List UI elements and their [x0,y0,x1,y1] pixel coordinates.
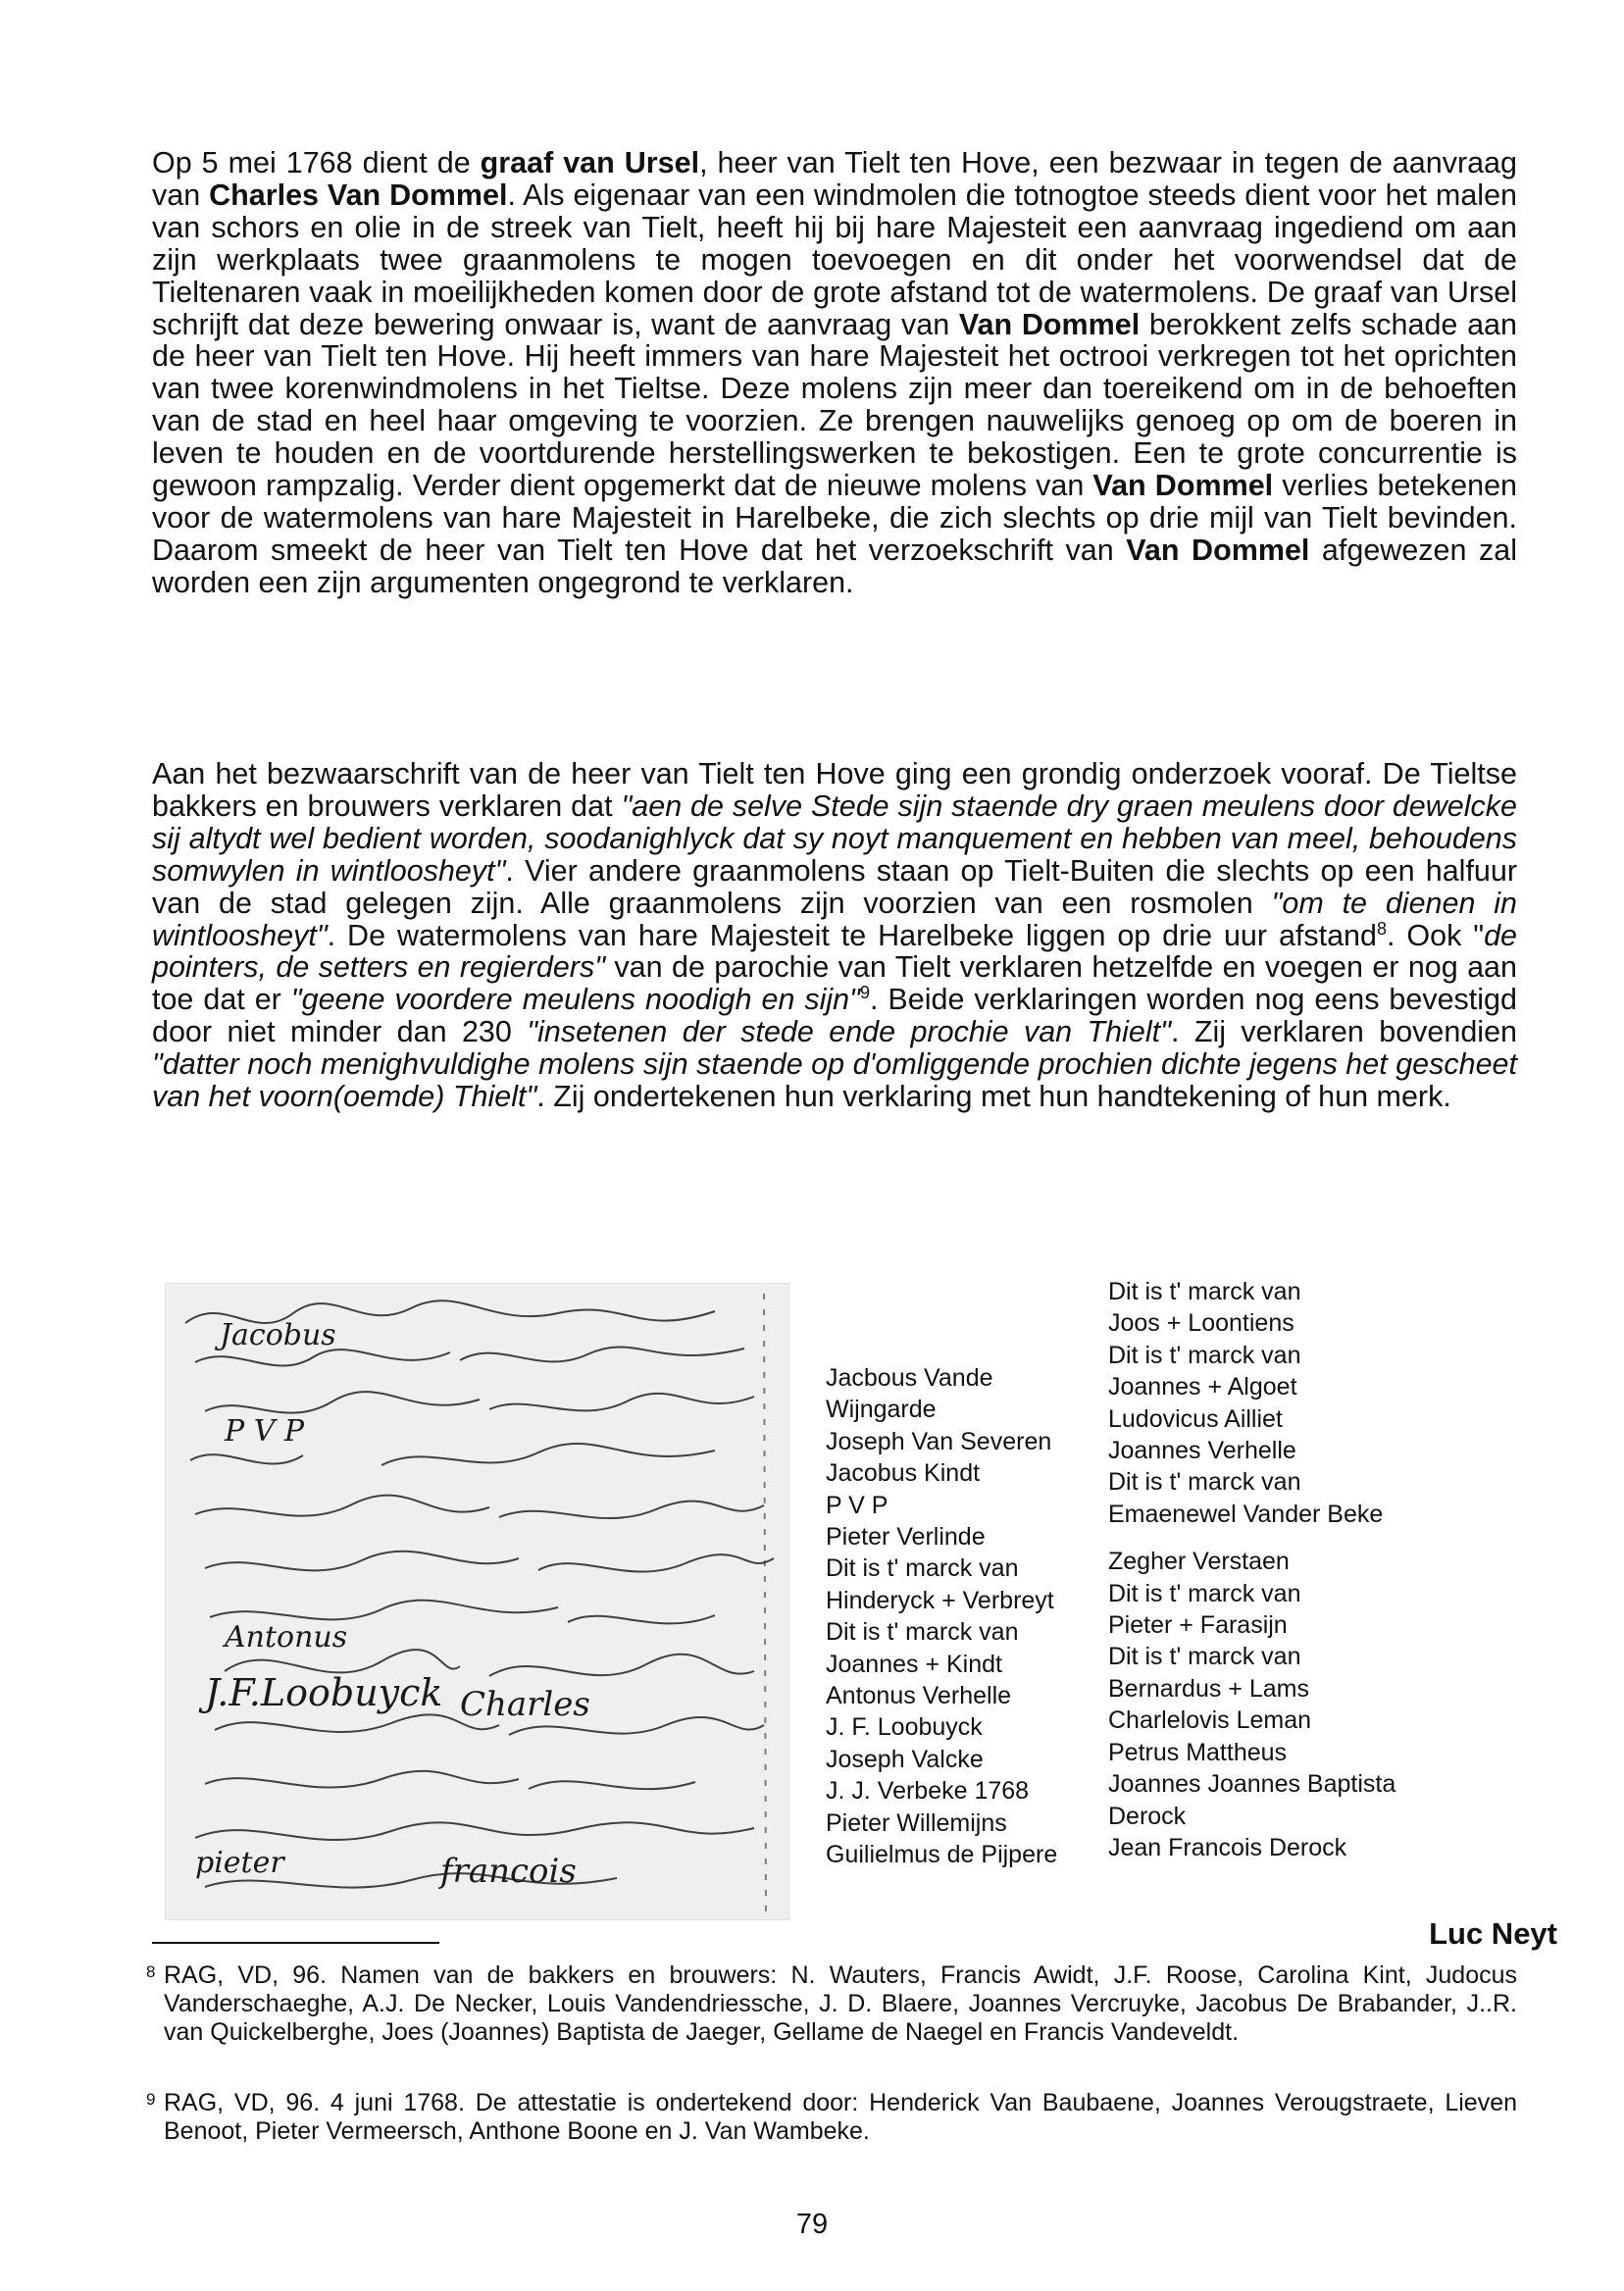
signatory-line: Jacbous Vande [826,1364,993,1392]
text-span: verlies betekenen voor de watermolens van hare Majesteit in Harelbeke, die zich slechts op drie mijl van Tielt bevinden. Daarom smeekt de heer van Tielt ten Hove dat het verzoekschrift van [152,469,1518,567]
signatory-line: Dit is t' marck van [1108,1278,1301,1305]
quote: "aen de selve Stede sijn staende dry graen meulens door dewelcke sij altydt wel bedient worden, soodanighlyck dat sy noyt manquement en hebben van meel, behoudens somwylen in wintloosheyt" [152,789,1517,888]
text-span: afgewezen zal worden een zijn argumenten ongegrond te verklaren. [152,533,1517,599]
handwriting-picture [166,1284,788,1919]
footnote-divider [152,1942,439,1944]
signatory-line: Dit is t' marck van [1108,1341,1301,1369]
bold-name: Van Dommel [1126,533,1310,567]
signatory-line: Joannes + Algoet [1108,1373,1297,1401]
footnote-number: 9 [146,2090,156,2109]
list-spacer [1108,1530,1520,1546]
handwritten-mark: Jacobus [220,1318,336,1352]
signatory-line: Wijngarde [826,1396,937,1424]
signatories-list-right [1108,1276,1520,1863]
signatory-line: Joannes Joannes Baptista [1108,1770,1396,1799]
bold-name: Van Dommel [1092,469,1274,503]
signatories-list-left [826,1362,1110,1871]
signatures-scan-image [165,1283,789,1920]
text-span: . Zij verklaren bovendien [1170,1015,1518,1049]
signatory-line: Antonus Verhelle [826,1682,1012,1710]
quote: "datter noch menighvuldighe molens sijn staende op d'omliggende prochien dichte jegens het gescheet van het voorn(oemde) Thielt" [152,1047,1517,1114]
signatory-line: Pieter Verlinde [826,1523,986,1552]
text-span: . Als eigenaar van een windmolen die totnogtoe steeds dient voor het malen van schors en olie in de streek van Tielt, heeft hij bij hare Majesteit een aanvraag ingediend om aan zijn werkplaats twee graanmolens te mogen toevoegen en dit onder het voorwendsel dat de Tieltenaren vaak in moeilijkheden komen door de grote afstand tot de watermolens. De graaf van Ursel schrijft dat deze bewering onwaar is, want de aanvraag van [152,178,1517,341]
signatory-line: Zegher Verstaen [1108,1548,1290,1576]
signatory-line: J. F. Loobuyck [826,1713,983,1742]
quote: "om te dienen in wintloosheyt" [152,886,1517,952]
footnote-text: RAG, VD, 96. 4 juni 1768. De attestatie is ondertekend door: Henderick Van Baubaene, Joannes Verougstraete, Lieven Benoot, Pieter Vermeersch, Anthone Boone en J. Van Wambeke. [164,2089,1517,2145]
text-span: . De watermolens van hare Majesteit te Harelbeke liggen op drie uur afstand [327,918,1377,952]
signatory-line: Emaenewel Vander Beke [1108,1500,1384,1528]
bold-name: graaf van Ursel [480,146,700,179]
signatory-line: Joannes Verhelle [1108,1437,1296,1465]
signatory-line: Joannes + Kindt [826,1650,1002,1678]
footnote-ref-8[interactable]: 8 [1377,918,1388,939]
signatory-line: Dit is t' marck van [1108,1468,1301,1497]
quote: de pointers, de setters en regierders" [152,918,1518,985]
text-span: . Vier andere graanmolens staan op Tielt-Buiten die slechts op een halfuur van de stad gelegen zijn. Alle graanmolens zijn voorzien van een rosmolen [152,853,1517,920]
author-name: Luc Neyt [1429,1916,1557,1951]
signatory-line: Guilielmus de Pijpere [826,1841,1058,1869]
paragraph-2 [152,758,1517,1113]
handwritten-mark: Charles [460,1685,590,1724]
signatory-line: Joos + Loontiens [1108,1309,1294,1338]
handwritten-mark: francois [440,1852,577,1891]
text-span: . Ook " [1387,918,1485,952]
text-span: , heer van Tielt ten Hove, een bezwaar in tegen de aanvraag van [152,146,1517,212]
signatory-line: Derock [1108,1802,1187,1830]
footnote-number: 8 [146,1962,156,1981]
text-span: . Beide verklaringen worden nog eens bevestigd door niet minder dan 230 [152,983,1517,1049]
signatory-line: Joseph Van Severen [826,1427,1052,1455]
bold-name: Van Dommel [958,307,1141,341]
signatory-line: Dit is t' marck van [826,1554,1019,1583]
signatory-line: Petrus Mattheus [1108,1738,1288,1766]
signatory-line: Ludovicus Ailliet [1108,1404,1283,1433]
signatory-line: P V P [826,1491,888,1519]
text-span: berokkent zelfs schade aan de heer van Tielt ten Hove. Hij heeft immers van hare Majesteit het octrooi verkregen tot het oprichten van twee korenwindmolens in het Tieltse. Deze molens zijn meer dan toereikend om in de behoeften van de stad en heel haar omgeving te voorzien. Ze brengen nauwelijks genoeg op om de boeren in leven te houden en de voortdurende herstellingswerken te bekostigen. Een te grote concurrentie is gewoon rampzalig. Verder dient opgemerkt dat de nieuwe molens van [152,307,1517,503]
footnote-text: RAG, VD, 96. Namen van de bakkers en brouwers: N. Wauters, Francis Awidt, J.F. Roose, Carolina Kint, Judocus Vanderschaeghe, A.J. De Necker, Louis Vandendriessche, J. D. Blaere, Joannes Vercruyke, Jacobus De Brabander, J..R. van Quickelberghe, Joes (Joannes) Baptista de Jaeger, Gellame de Naegel en Francis Vandeveldt. [164,1961,1517,2046]
page-number: 79 [795,2209,829,2240]
footnote-ref-9[interactable]: 9 [859,983,870,1003]
signatory-line: Joseph Valcke [826,1745,984,1773]
signatory-line: Pieter + Farasijn [1108,1611,1288,1640]
signatory-line: Dit is t' marck van [1108,1579,1301,1607]
signatory-line: Pieter Willemijns [826,1808,1007,1837]
text-span: . Zij ondertekenen hun verklaring met hun handtekening of hun merk. [536,1080,1451,1114]
quote: "geene voordere meulens noodigh en sijn" [290,983,860,1017]
quote: "insetenen der stede ende prochie van Thielt" [527,1015,1171,1049]
signatory-line: Dit is t' marck van [1108,1643,1301,1671]
text-span: Aan het bezwaarschrift van de heer van Tielt ten Hove ging een grondig onderzoek vooraf. De Tieltse bakkers en brouwers verklaren dat [152,757,1517,823]
signatory-line: Charlelovis Leman [1108,1706,1312,1735]
signatory-line: Hinderyck + Verbreyt [826,1586,1054,1614]
signatory-line: Jacobus Kindt [826,1459,981,1488]
signatory-line: Dit is t' marck van [826,1618,1019,1647]
footnote-9 [146,2089,1517,2146]
text-span: van de parochie van Tielt verklaren hetzelfde en voegen er nog aan toe dat er [152,950,1517,1017]
text-span: Op 5 mei 1768 dient de [152,146,481,179]
bold-name: Charles Van Dommel [209,178,508,212]
handwritten-mark: Antonus [225,1620,348,1655]
signatory-line: Bernardus + Lams [1108,1674,1309,1703]
footnote-8 [146,1961,1517,2047]
handwritten-mark: J.F.Loobuyck [205,1671,443,1714]
signatory-line: J. J. Verbeke 1768 [826,1777,1030,1806]
signatory-line: Jean Francois Derock [1108,1833,1347,1861]
handwritten-mark: pieter [195,1846,284,1880]
handwritten-mark: P V P [225,1414,305,1449]
paragraph-1 [152,147,1517,599]
